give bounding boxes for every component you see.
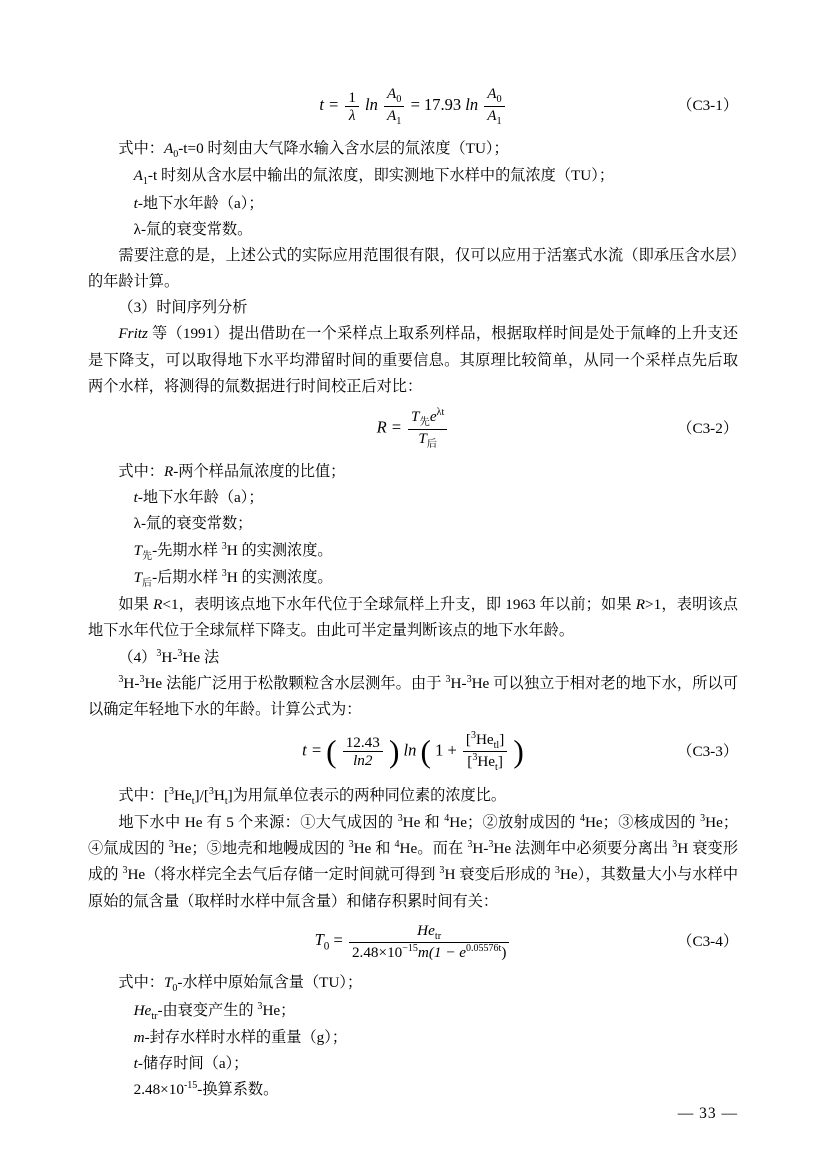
formula-c3-4 [88, 922, 738, 962]
formula-c3-1-a0: $A_0$ [384, 85, 404, 107]
formula-c3-3-body [302, 730, 524, 774]
paragraph-helium-sources: 地下水中 He 有 5 个来源：①大气成因的 $^3$He 和 $^4$He；②放射成因的 $^4$He；③核成因的 $^3$He；④氚成因的 $^3$He；⑤地壳和地幔成因的 $^3$He 和 $^4$He。而在 $^3$H-$^3$He 法测年中必须要分离出 $^3$H 衰变形成的 $^3$He（将水样完全去气后存储一定时间就可得到 $^3$H 衰变后形成的 $^3$He），其数量大小与水样中原始的氚含量（取样时水样中氚含量）和储存积累时间有关： [88, 813, 739, 910]
paragraph-t-definition-1: t-地下水年龄（a）； [133, 194, 264, 212]
formula-c3-4-label: （C3-4） [677, 932, 738, 950]
formula-c3-1 [88, 85, 738, 127]
formula-c3-4-num: $He_{tr}$ [349, 922, 509, 944]
formula-c3-3-ratio-den: $[^3He_t]$ [467, 752, 503, 774]
paragraph-t0-definition: 式中：$T_0-$水样中原始氚含量（TU）； [118, 974, 363, 995]
formula-c3-1-frac-den: λ [348, 106, 356, 124]
formula-c3-1-ln1: ln [365, 94, 378, 114]
formula-c3-1-ratio2 [484, 85, 504, 127]
formula-c3-1-lhs: t = [319, 94, 340, 114]
formula-c3-2-label: （C3-2） [677, 419, 738, 437]
formula-c3-4-eq: = [333, 930, 343, 950]
formula-c3-2-lhs: R = [376, 417, 402, 437]
formula-c3-4-lhs: $T_0$ [314, 930, 330, 953]
formula-c3-1-mid: = 17.93 [410, 94, 462, 114]
formula-c3-3-ratio-num: $[^3He_{tl}]$ [463, 730, 507, 752]
paragraph-t-storage-definition: t-储存时间（a）； [133, 1055, 249, 1073]
formula-c3-2-num: $T_先e^{\lambda t}$ [408, 407, 447, 430]
paragraph-lambda-definition-2: λ-氚的衰变常数； [133, 515, 253, 533]
page-footer [0, 1105, 738, 1123]
paragraph-t-definition-2: t-地下水年龄（a）； [133, 489, 264, 507]
formula-c3-1-ratio1 [384, 85, 404, 127]
heading-time-series-analysis: （3）时间序列分析 [118, 299, 248, 317]
formula-c3-3-close-paren: ) [388, 734, 400, 770]
formula-c3-1-ln2: ln [465, 94, 479, 114]
formula-c3-3-open-paren2: ( [420, 734, 431, 770]
paragraph-concentration-ratio-definition: 式中：$[^3He_t]/[^3H_t]$为用氚单位表示的两种同位素的浓度比。 [118, 785, 507, 807]
formula-c3-1-a1b: $A_1$ [487, 106, 502, 127]
formula-c3-2 [88, 407, 738, 450]
formula-c3-3-frac [343, 734, 383, 769]
paragraph-note-scope: 需要注意的是，上述公式的实际应用范围很有限，仅可以应用于活塞式水流（即承压含水层）的年龄计算。 [88, 247, 738, 291]
formula-c3-2-frac [408, 407, 447, 450]
formula-c3-2-den: $T_后$ [418, 429, 438, 450]
paragraph-lambda-definition-1: λ-氚的衰变常数。 [133, 220, 253, 238]
heading-he3-method: $(4)^3H-^3He$ 法 [118, 647, 220, 666]
formula-c3-3-lhs: t = [302, 740, 322, 760]
paragraph-r-definition: 式中：R-两个样品氚浓度的比值； [118, 463, 346, 481]
paragraph-r-interpretation: 如果 R<1，表明该点地下水年代位于全球氚样上升支，即 1963 年以前；如果 R>1，表明该点地下水年代位于全球氚样下降支。由此可半定量判断该点的地下水年龄。 [88, 596, 738, 640]
paragraph-hetr-definition: $He_{tr}-$由衰变产生的 $^3$He； [133, 1000, 296, 1022]
formula-c3-3-ln: ln [403, 740, 417, 760]
paragraph-he3-method-desc: $^3$H-$^3$He 法能广泛用于松散颗粒含水层测年。由于 $^3$H-$^3$He 可以独立于相对老的地下水，所以可以确定年轻地下水的年龄。计算公式为： [88, 673, 739, 718]
formula-c3-4-frac [349, 922, 509, 962]
formula-c3-3-one-plus: 1 + [435, 740, 457, 760]
paragraph-t-later-definition: $T_后-$后期水样 $^3$H 的实测浓度。 [133, 567, 333, 589]
formula-c3-3-label: （C3-3） [677, 742, 738, 760]
formula-c3-4-den: $2.48\times 10^{-15}m(1 - e^{0.05576t})$ [351, 943, 507, 962]
formula-c3-2-body [377, 407, 450, 450]
formula-c3-1-a1: $A_1$ [387, 106, 402, 127]
formula-c3-1-body [319, 85, 506, 127]
formula-c3-3-frac-den: ln2 [353, 752, 373, 770]
paragraph-t-prior-definition: $T_先-$先期水样 $^3$H 的实测浓度。 [133, 540, 333, 562]
formula-c3-3-frac-num: 12.43 [343, 734, 383, 752]
paragraph-a1-definition: $A_1-t$ 时刻从含水层中输出的氚浓度，即实测地下水样中的氚浓度（TU）； [133, 167, 615, 188]
paragraph-conversion-coefficient: $2.48\times 10^{-15}-$换算系数。 [133, 1080, 279, 1099]
formula-c3-3-close-paren2: ) [513, 734, 524, 770]
formula-c3-1-frac-num: 1 [345, 89, 359, 107]
formula-c3-3-open-paren: ( [326, 734, 337, 770]
formula-c3-3-ratio [463, 730, 507, 774]
formula-c3-4-body [315, 922, 512, 962]
paragraph-fritz-1991: Fritz 等（1991）提出借助在一个采样点上取系列样品，根据取样时间是处于氚峰的上升支还是下降支，可以取得地下水平均滞留时间的重要信息。其原理比较简单，从同一个采样点先后取两个水样，将测得的氚数据进行时间校正后对比： [88, 325, 738, 395]
formula-c3-1-a0b: $A_0$ [484, 85, 504, 107]
formula-c3-1-label: （C3-1） [677, 97, 738, 115]
paragraph-a0-definition: 式中：$A_0-t=0$ 时刻由大气降水输入含水层的氚浓度（TU）； [118, 140, 509, 161]
formula-c3-1-lambda-frac [345, 89, 359, 124]
page-number: — 33 — [677, 1105, 738, 1122]
formula-c3-3 [88, 730, 738, 774]
page-content [88, 85, 738, 1104]
paragraph-m-definition: m-封存水样时水样的重量（g）； [133, 1029, 348, 1047]
